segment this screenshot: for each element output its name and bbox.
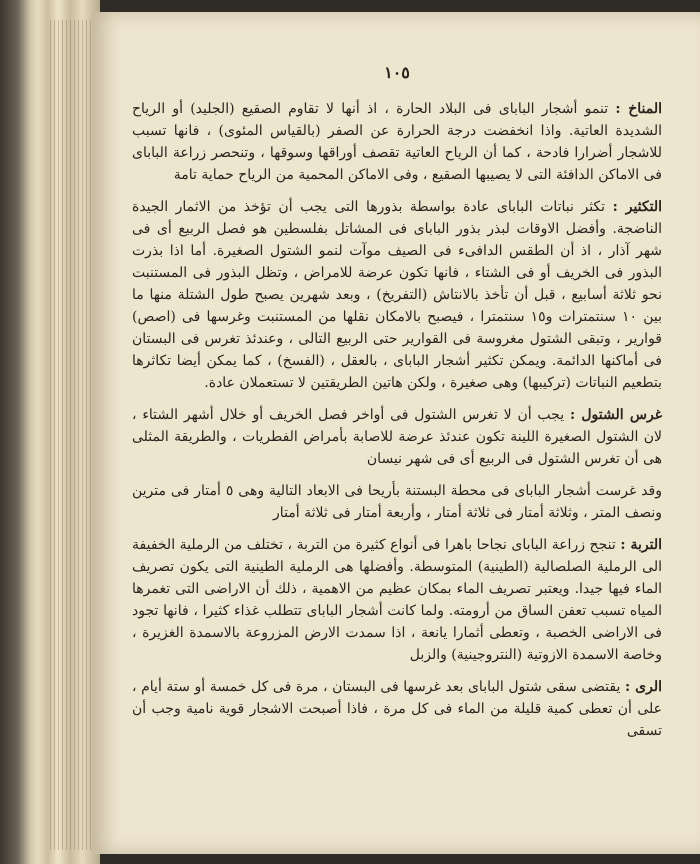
body-propagation: تكثر نباتات البابای عادة بواسطة بذورها التی يجب أن تؤخذ من الاثمار الجيدة الناضجة. وأفضل الاوقات لبذر بذور البابای فی المشاتل بفلسطين هو فصل الربيع أی فی شهر آذار ، اذ أن الطقس الدافیء فی الصيف موآت لنمو الشتول الصغيرة. أما اذا بذرت البذور فی الخريف أو فی الشتاء ، فانها تكون عرضة للامراض ، وتظل البذور فی المستنبت نحو ثلاثة أسابيع ، قبل أن تأخذ بالانتاش (التفريخ) ، وبعد شهرين يصبح طول الشتلة منها ما بين ١٠ سنتمترات و١٥ سنتمترا ، فيصبح بالامكان نقلها من المستنبت وغرسها فی (اصص) قوارير ، وتبقى الشتول مغروسة فی القوارير حتى الربيع التالی ، وعندئذ تغرس فی البستان فی أماكنها الدائمة. ويمكن تكثير أشجار البابای ، بالعقل ، (الفسخ) ، كما يمكن أيضا تكاثرها بتطعيم النباتات (تركيبها) وهی صغيرة ، ولكن هاتين الطريقتين لا تستعملان عادة. xyxy=(132,199,663,391)
heading-climate: المناخ : xyxy=(615,101,662,117)
paragraph-climate xyxy=(132,98,662,186)
body-soil: تنجح زراعة البابای نجاحا باهرا فی أنواع كثيرة من التربة ، تختلف من الرملية الخفيفة الی الرملية الصلصالية (الطينية) المتوسطة. وأفضلها هی الرملية الطينية التی يكون تصريف الماء فيها جيدا. ويعتبر تصريف الماء بمكان عظيم من الاهمية ، ذلك أن الاراضی التی تغمرها المياه تسبب تعفن الساق من أرومته. ولما كانت أشجار البابای تتطلب غذاء كثيرا ، فانها تجود فی الاراضی الخصبة ، وتعطی أثمارا يانعة ، اذا سمدت الارض المزروعة بالاسمدة الغزيرة ، وخاصة الاسمدة الازوتية (النتروجينية) والزبل xyxy=(132,537,662,663)
heading-transplanting: غرس الشتول : xyxy=(569,407,663,423)
paragraph-transplanting xyxy=(132,404,662,470)
page-number: ١٠٥ xyxy=(384,63,410,82)
body-climate: تنمو أشجار البابای فی البلاد الحارة ، اذ أنها لا تقاوم الصقيع (الجليد) أو الرياح الشديدة العاتية. واذا انخفضت درجة الحرارة عن الصفر (بالقياس المئوى) ، فانها تسبب للاشجار أضرارا فادحة ، كما أن الرياح العاتية تقصف أوراقها وسوقها ، وتنحصر زراعة البابای فی الاماكن الدافئة التی لا يصيبها الصقيع ، وفی الاماكن المحمية من الرياح حماية تامة xyxy=(132,101,662,183)
body-spacing: وقد غرست أشجار البابای فی محطة البستنة بأريحا فی الابعاد التالية وهی ٥ أمتار فی مترين ونصف المتر ، وثلاثة أمتار فی ثلاثة أمتار ، وأربعة أمتار فی ثلاثة أمتار xyxy=(132,483,662,521)
book-page-edges xyxy=(0,0,100,864)
page-text-block xyxy=(132,62,662,752)
heading-propagation: التكثير : xyxy=(612,199,663,215)
paragraph-irrigation xyxy=(132,676,662,742)
heading-soil: التربة : xyxy=(620,537,662,553)
book-page xyxy=(92,12,700,854)
paragraph-propagation xyxy=(132,196,662,394)
paragraph-spacing xyxy=(132,480,662,524)
body-irrigation: يقتضی سقی شتول البابای بعد غرسها فی البستان ، مرة فی كل خمسة أو ستة أيام ، علی أن تعطی كمية قليلة من الماء فی كل مرة ، فاذا أصبحت الاشجار قوية نامية وجب أن تسقی xyxy=(132,679,662,739)
body-transplanting: يجب أن لا تغرس الشتول فی أواخر فصل الخريف أو خلال أشهر الشتاء ، لان الشتول الصغيرة اللينة تكون عندئذ عرضة للاصابة بأمراض الفطريات ، والطريقة المثلی هی أن تغرس الشتول فی الربيع أی فی شهر نيسان xyxy=(132,407,662,467)
paragraph-soil xyxy=(132,534,662,666)
heading-irrigation: الری : xyxy=(624,679,662,695)
